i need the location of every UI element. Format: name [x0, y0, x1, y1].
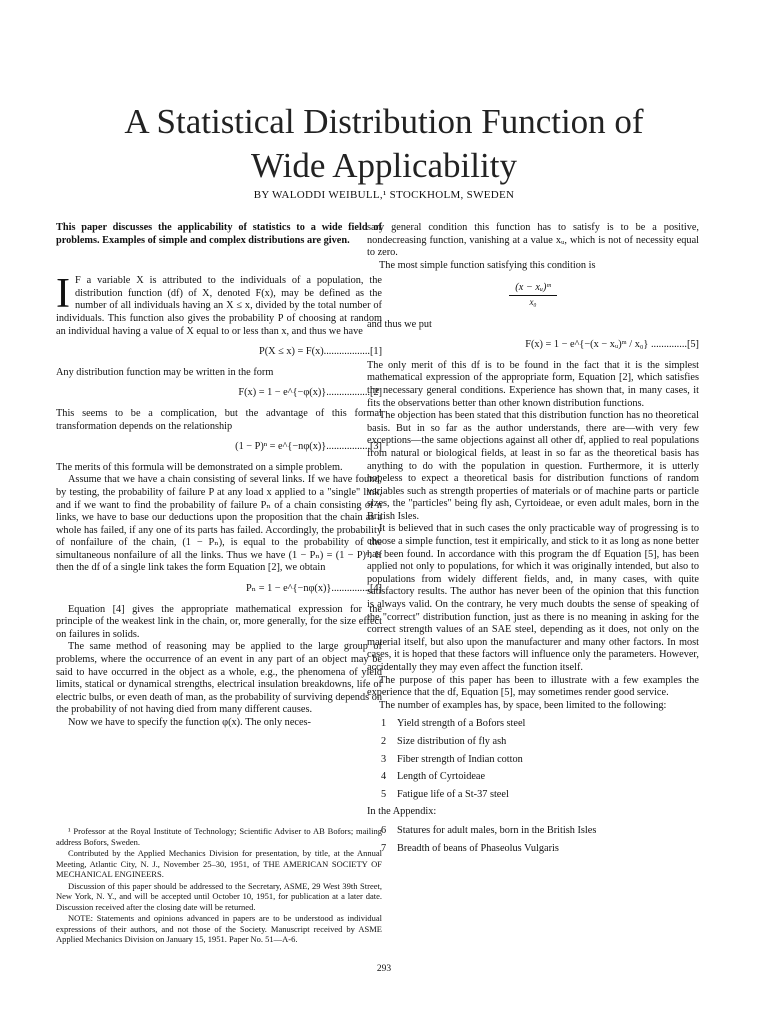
paragraph: The most simple function satisfying this condition is: [379, 259, 596, 271]
paragraph: The merits of this formula will be demonstrated on a simple problem.: [56, 461, 343, 473]
list-item: 6 Statures for adult males, born in the British Isles: [381, 824, 597, 836]
list-item: 4 Length of Cyrtoideae: [381, 771, 486, 783]
paragraph: It is believed that in such cases the only practicable way of progressing is to choose a simple function, test it empirically, and stick to it as long as none better has been found. In accordance with this program the df Equation [5], has been applied not only to populations, for which it was originally intended, but also to populations from widely different fields, and, in many cases, with quite satisfactory results. The author has never been of the opinion that this function is always valid. On the contrary, he very much doubts the sense of speaking of the "correct" distribution function, just as there is no meaning in asking for the correct strength values of an SAE steel, depending as it does, not only on the material itself, but also upon the manufacturer and many other factors. In most cases, it is hoped that these factors will influence only the parameters. However, accidentally they may even affect the function itself.: [367, 523, 699, 673]
footnote: NOTE: Statements and opinions advanced in papers are to be understood as individual expressions of their authors, and not those of the Society. Manuscript received by ASME Applied Mechanics Division on January 15, 1951. Paper No. 51—A-6.: [56, 913, 382, 944]
byline: BY WALODDI WEIBULL,¹ STOCKHOLM, SWEDEN: [253, 189, 515, 201]
list-item: 7 Breadth of beans of Phaseolus Vulgaris: [381, 842, 559, 854]
paragraph: Any distribution function may be written in the form: [56, 366, 274, 378]
footnotes: [56, 826, 382, 946]
left-column: [56, 222, 382, 730]
title-line-1: A Statistical Distribution Function of: [124, 102, 644, 141]
page-number: 293: [376, 964, 392, 974]
drop-cap: I: [56, 271, 70, 318]
paragraph: The number of examples has, by space, been limited to the following:: [379, 699, 667, 711]
right-column: [367, 222, 699, 860]
intro-text: F a variable X is attributed to the individuals of a population, the distribution function (df) of X, denoted F(x), may be defined as the number of all individuals having an X ≤ x, divided by the total number of individuals. This function also gives the probability P of choosing at random an individual having a value of X equal to or less than x, and thus we have: [56, 275, 382, 337]
paragraph: Assume that we have a chain consisting of several links. If we have found, by testing, the probability of failure P at any load x applied to a "single" link, and if we want to find the probability of failure Pₙ of a chain consisting of n links, we have to base our deductions upon the proposition that the chain as a whole has failed, if any one of its parts has failed. Accordingly, the probability of nonfailure of the chain, (1 − Pₙ), is equal to the probability of the simultaneous nonfailure of all the links. Thus we have (1 − Pₙ) = (1 − P)ⁿ. If then the df of a single link takes the form Equation [2], we obtain: [56, 474, 382, 574]
examples-list: [367, 718, 699, 801]
equation-4: Pₙ = 1 − e^{−nφ(x)}...............[4]: [245, 583, 382, 595]
paragraph: Now we have to specify the function φ(x). The only neces-: [68, 717, 311, 728]
list-item: 2 Size distribution of fly ash: [381, 735, 507, 747]
appendix-list: [367, 825, 699, 855]
equation-2: F(x) = 1 − e^{−φ(x)}.................[2]: [238, 387, 382, 399]
intro-paragraph: [56, 271, 382, 338]
footnote: Discussion of this paper should be addressed to the Secretary, ASME, 29 West 39th Street, New York, N. Y., and will be accepted until October 10, 1951, for publication at a later date. Discussion received after the closing date will be returned.: [56, 880, 382, 912]
equation-3: (1 − P)ⁿ = e^{−nφ(x)}.................[3]: [235, 441, 382, 453]
paragraph: The only merit of this df is to be found in the fact that it is the simplest mathematical expression of the appropriate form, Equation [2], which satisfies the necessary general conditions. Experience has shown that, in many cases, it fits the observations better than other known distribution functions.: [367, 359, 699, 409]
fraction-expression: [367, 282, 699, 308]
appendix-label: In the Appendix:: [367, 806, 437, 818]
list-item: 1 Yield strength of a Bofors steel: [381, 718, 526, 730]
paragraph: The objection has been stated that this distribution function has no theoretical basis. But in so far as the author understands, there are—with very few exceptions—the same objections against all other df, applied to real populations from natural or biological fields, at least in so far as the theoretical basis has anything to do with the population in question. Furthermore, it is utterly hopeless to expect a theoretical basis for distribution functions of random variables such as strength properties of materials or of machine parts or particle sizes, the "particles" being fly ash, Cyrtoideae, or even adult males, born in the British Isles.: [367, 410, 699, 522]
equation-1: P(X ≤ x) = F(x)..................[1]: [259, 346, 382, 358]
paragraph: and thus we put: [367, 318, 432, 330]
paper-title: [0, 100, 768, 188]
list-item: 5 Fatigue life of a St-37 steel: [381, 788, 509, 800]
fraction-numerator: (x − xᵤ)ᵐ: [509, 282, 556, 296]
paragraph: Equation [4] gives the appropriate mathematical expression for the principle of the weakest link in the chain, or, more generally, for the size effect on failures in solids.: [56, 603, 382, 640]
footnote: ¹ Professor at the Royal Institute of Technology; Scientific Adviser to AB Bofors; mailing address Bofors, Sweden.: [56, 826, 382, 847]
paragraph: sary general condition this function has to satisfy is to be a positive, nondecreasing function, vanishing at a value xᵤ, which is not of necessity equal to zero.: [367, 222, 699, 259]
title-line-2: Wide Applicability: [251, 146, 517, 185]
equation-5: F(x) = 1 − e^{−(x − xᵤ)ᵐ / x₀} ..............[5]: [525, 339, 699, 351]
abstract: This paper discusses the applicability of statistics to a wide field of problems. Examples of simple and complex distributions are given.: [56, 222, 382, 246]
footnote: Contributed by the Applied Mechanics Division for presentation, by title, at the Annual Meeting, Atlantic City, N. J., November 25–30, 1951, of THE AMERICAN SOCIETY OF MECHANICAL ENGINEERS.: [56, 848, 382, 879]
fraction-denominator: x₀: [529, 296, 537, 307]
paragraph: This seems to be a complication, but the advantage of this formal transformation depends on the relationship: [56, 407, 382, 432]
paragraph: The purpose of this paper has been to illustrate with a few examples the experience that the df, Equation [5], may sometimes render good service.: [367, 674, 699, 699]
paragraph: The same method of reasoning may be applied to the large group of problems, where the occurrence of an event in any part of an object may be said to have occurred in the object as a whole, e.g., the phenomena of yield limits, statical or dynamical strengths, electrical insulation breakdowns, life of electric bulbs, or even death of man, as the probability of surviving depends on the probability of not having died from many different causes.: [56, 641, 382, 716]
list-item: 3 Fiber strength of Indian cotton: [381, 753, 523, 765]
